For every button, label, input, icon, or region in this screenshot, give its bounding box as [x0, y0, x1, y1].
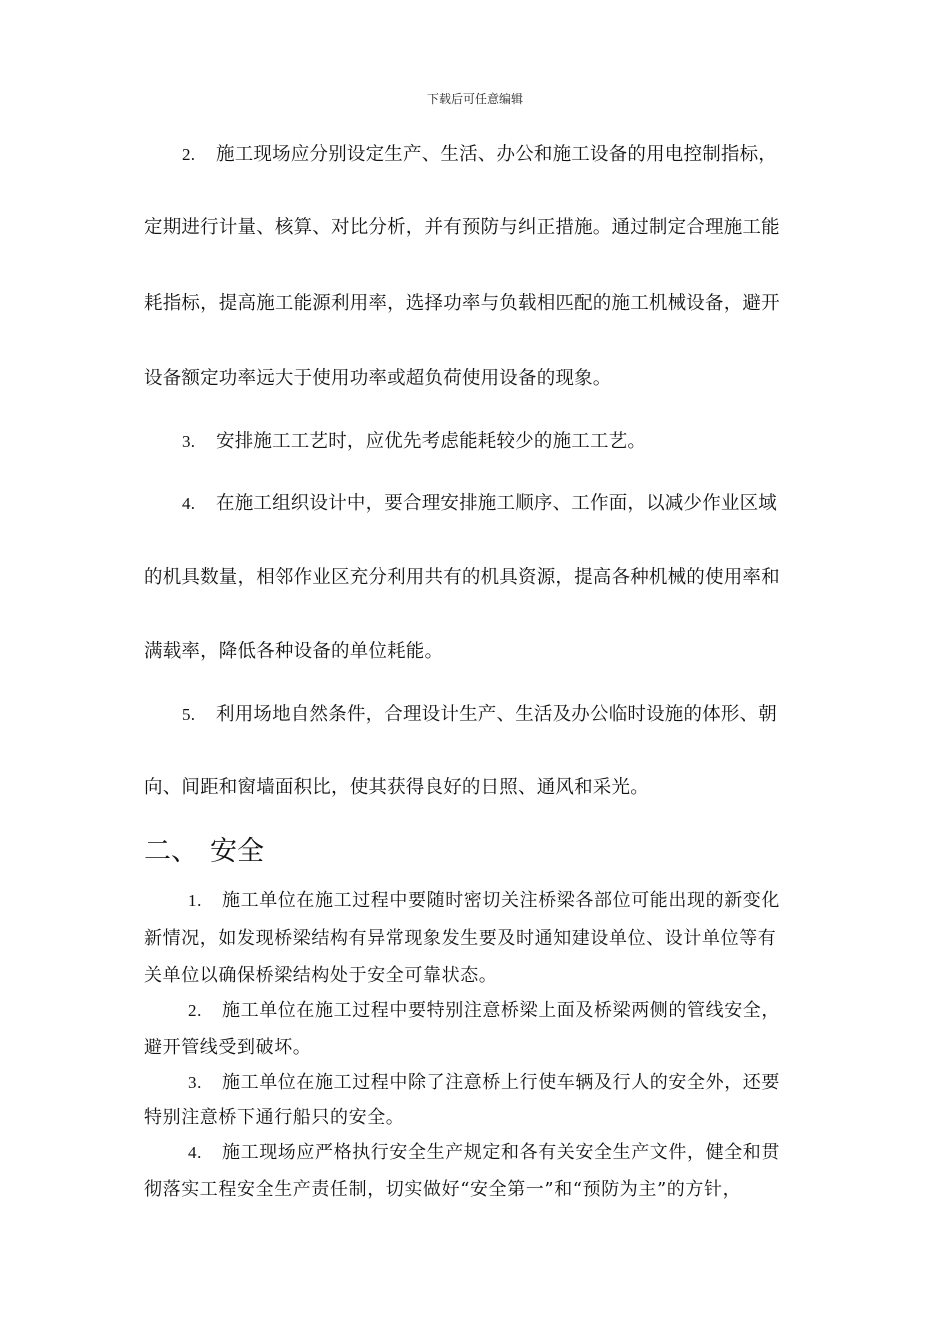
safety-item-3-line-2: 特别注意桥下通行船只的安全。 — [144, 1107, 405, 1128]
item-number: 4. — [188, 1143, 202, 1162]
section-heading-safety — [144, 829, 264, 868]
safety-item-1-line-1: 1. 施工单位在施工过程中要随时密切关注桥梁各部位可能出现的新变化 — [188, 890, 780, 911]
energy-item-2-line-1: 2. 施工现场应分别设定生产、生活、办公和施工设备的用电控制指标， — [182, 144, 778, 165]
energy-item-4-line-3: 满载率，降低各种设备的单位耗能。 — [144, 641, 444, 662]
energy-item-4-line-2: 的机具数量，相邻作业区充分利用共有的机具资源，提高各种机械的使用率和 — [144, 567, 780, 588]
energy-item-3-line-1: 3. 安排施工工艺时，应优先考虑能耗较少的施工工艺。 — [182, 431, 647, 452]
safety-item-3-line-1: 3. 施工单位在施工过程中除了注意桥上行使车辆及行人的安全外，还要 — [188, 1072, 780, 1093]
item-number: 2. — [182, 145, 196, 164]
section-heading-title: 安全 — [210, 836, 264, 867]
safety-item-1-line-2: 新情况，如发现桥梁结构有异常现象发生要及时通知建设单位、设计单位等有 — [144, 928, 777, 949]
safety-item-4-line-2: 彻落实工程安全生产责任制，切实做好“安全第一”和“预防为主”的方针， — [144, 1179, 742, 1200]
energy-item-4-line-1: 4. 在施工组织设计中，要合理安排施工顺序、工作面，以减少作业区域 — [182, 493, 778, 514]
energy-item-5-line-2: 向、间距和窗墙面积比，使其获得良好的日照、通风和采光。 — [144, 777, 649, 798]
page-header-note: 下载后可任意编辑 — [426, 92, 523, 106]
energy-item-5-line-1: 5. 利用场地自然条件，合理设计生产、生活及办公临时设施的体形、朝 — [182, 704, 778, 725]
section-heading-number: 二、 — [144, 836, 198, 867]
safety-item-4-line-1: 4. 施工现场应严格执行安全生产规定和各有关安全生产文件，健全和贯 — [188, 1142, 780, 1163]
safety-item-1-line-3: 关单位以确保桥梁结构处于安全可靠状态。 — [144, 965, 498, 986]
item-number: 1. — [188, 891, 202, 910]
item-number: 4. — [182, 494, 196, 513]
item-number: 3. — [188, 1073, 202, 1092]
energy-item-2-line-3: 耗指标，提高施工能源利用率，选择功率与负载相匹配的施工机械设备，避开 — [144, 293, 780, 314]
item-number: 5. — [182, 705, 196, 724]
safety-item-2-line-1: 2. 施工单位在施工过程中要特别注意桥梁上面及桥梁两侧的管线安全， — [188, 1000, 780, 1021]
item-number: 2. — [188, 1001, 202, 1020]
safety-item-2-line-2: 避开管线受到破坏。 — [144, 1037, 312, 1058]
energy-item-2-line-4: 设备额定功率远大于使用功率或超负荷使用设备的现象。 — [144, 368, 612, 389]
item-number: 3. — [182, 432, 196, 451]
energy-item-2-line-2: 定期进行计量、核算、对比分析，并有预防与纠正措施。通过制定合理施工能 — [144, 217, 780, 238]
